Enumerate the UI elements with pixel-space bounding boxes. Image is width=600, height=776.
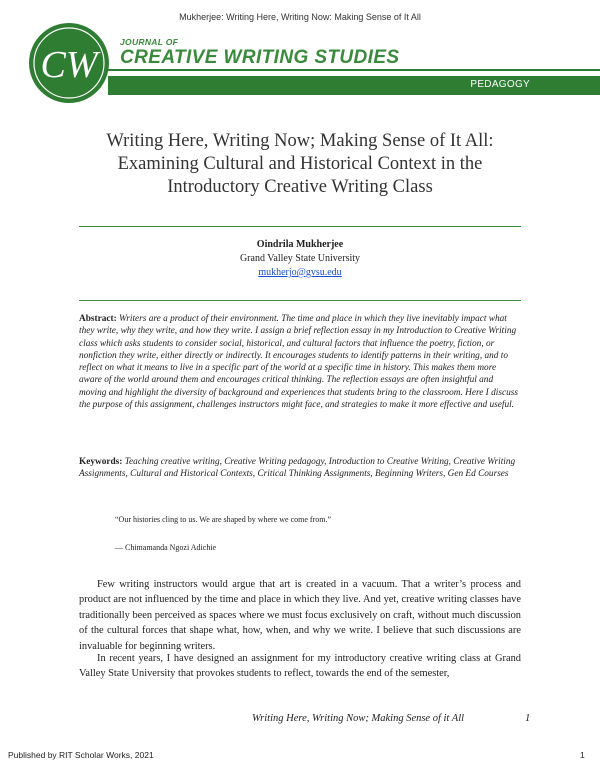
journal-name: CREATIVE WRITING STUDIES <box>120 47 400 68</box>
article-title: Writing Here, Writing Now; Making Sense of It All: Examining Cultural and Historical Context in the Introductory Creative Writing Class <box>106 131 494 197</box>
epigraph-attribution: — Chimamanda Ngozi Adichie <box>115 543 217 552</box>
page-number: 1 <box>580 750 585 760</box>
header-rule <box>108 69 600 71</box>
title-divider <box>79 226 521 227</box>
keywords-text: Teaching creative writing, Creative Writing pedagogy, Introduction to Creative Writing, Creative Writing Assignments, Cultural and Historical Contexts, Critical Thinking Assignments, Beginning Writers, Gen Ed Courses <box>79 457 516 480</box>
logo-letters: CW <box>40 44 98 86</box>
section-tag-label: PEDAGOGY <box>470 79 530 90</box>
section-tag <box>108 76 600 95</box>
epigraph-quote: “Our histories cling to us. We are shaped by where we come from.” <box>115 515 332 524</box>
abstract-text: Writers are a product of their environment. The time and place in which they live inevitably impact what they write, why they write, and how they write. I assign a brief reflection essay in my Introduction to Creative Writing class which asks students to consider social, historical, and cultural factors that influence the poetry, fiction, or nonfiction they write, either directly or indirectly. It encourages students to identify patterns in their writing, and to reflect on what it means to live in a specific part of the world at a specific time in history. This makes them more aware of the world around them and encourages critical thinking. The reflection essays are often insightful and moving and highlight the diversity of background and experiences that students bring to the classroom. Here I discuss the purpose of this assignment, challenges instructors might face, and strategies to make it more effective and useful. <box>79 314 518 411</box>
author-name: Oindrila Mukherjee <box>256 239 344 250</box>
abstract-label: Abstract: <box>79 314 117 324</box>
abstract <box>79 313 521 411</box>
running-head: Mukherjee: Writing Here, Writing Now: Making Sense of It All <box>179 12 421 22</box>
abstract-divider <box>79 300 521 301</box>
author-block <box>79 238 521 280</box>
journal-logo <box>28 22 110 104</box>
keywords: Keywords: Teaching creative writing, Creative Writing pedagogy, Introduction to Creative Writing, Creative Writing Assignments, Cultural and Historical Contexts, Critical Thinking Assignments, Beginning Writers, Gen Ed Courses <box>79 457 516 480</box>
journal-title-small: JOURNAL OF <box>120 37 179 47</box>
author-email-link[interactable]: mukherjo@gvsu.edu <box>258 267 342 278</box>
body-paragraph-1: Few writing instructors would argue that art is created in a vacuum. That a writer’s process and product are not influenced by the time and place in which they live. And yet, creative writing classes have traditionally been perceived as spaces where we must focus exclusively on craft, without much discussion of the cultural forces that shape what, how, when, and why we write. I believe that such discussions are invaluable for beginning writers. <box>79 579 521 652</box>
journal-title <box>120 37 399 69</box>
footer-journal-page: 1 <box>525 713 531 724</box>
keywords-label: Keywords <box>79 457 120 467</box>
body-paragraph-2: In recent years, I have designed an assignment for my introductory creative writing class at Grand Valley State University that provokes students to reflect, towards the end of the semester, <box>79 653 521 680</box>
author-affiliation: Grand Valley State University <box>239 253 361 264</box>
footer-running-title: Writing Here, Writing Now; Making Sense of it All <box>252 713 465 724</box>
publisher-line: Published by RIT Scholar Works, 2021 <box>8 750 154 760</box>
